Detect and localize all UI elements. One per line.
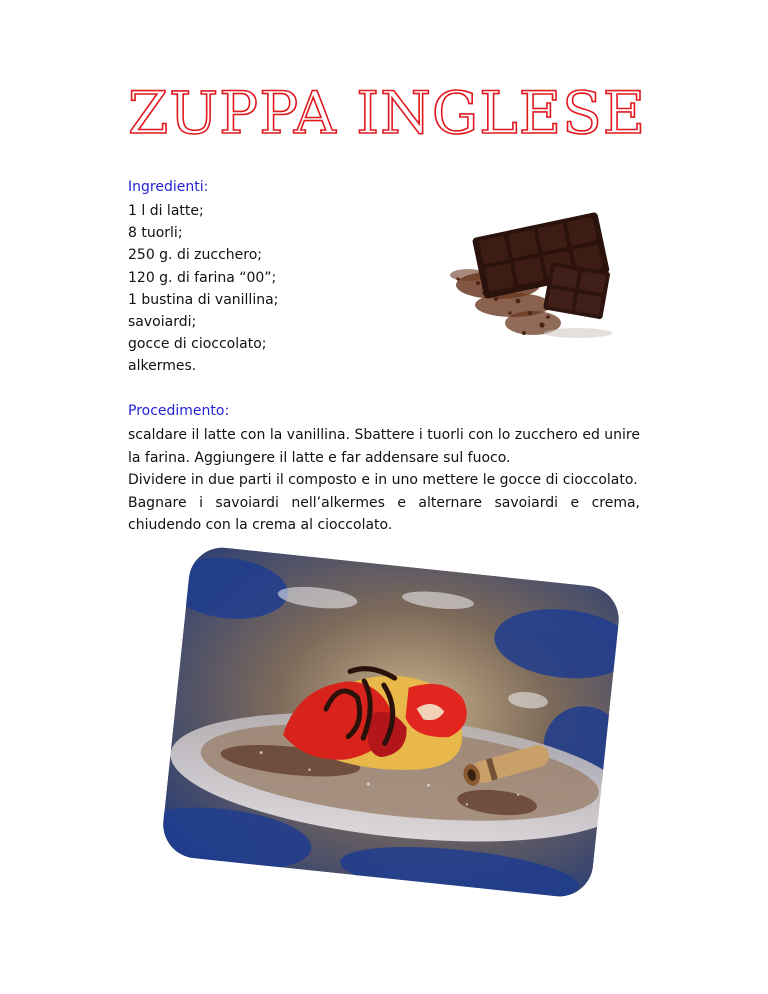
ingredient-item: 120 g. di farina “00”; [128, 269, 277, 286]
dessert-photo [160, 544, 622, 899]
ingredient-item: gocce di cioccolato; [128, 336, 267, 353]
ingredient-item: savoiardi; [128, 314, 197, 331]
ingredients-heading: Ingredienti: [128, 179, 209, 195]
procedure-text [128, 424, 640, 537]
chocolate-illustration [438, 205, 620, 347]
procedure-paragraph: Bagnare i savoiardi nell’alkermes e alternare savoiardi e crema, chiudendo con la crema al cioccolato. [128, 494, 640, 533]
dessert-illustration [160, 544, 622, 899]
ingredients-list [128, 200, 278, 378]
ingredient-item: 250 g. di zucchero; [128, 247, 263, 264]
chocolate-photo [438, 205, 620, 347]
procedure-paragraph: Dividere in due parti il composto e in uno mettere le gocce di cioccolato. [128, 472, 638, 488]
procedure-paragraph: scaldare il latte con la vanillina. Sbattere i tuorli con lo zucchero ed unire la farina. Aggiungere il latte e far addensare sul fuoco. [128, 427, 640, 466]
ingredient-item: alkermes. [128, 358, 197, 375]
ingredient-item: 8 tuorli; [128, 225, 183, 242]
ingredient-item: 1 bustina di vanillina; [128, 291, 279, 308]
ingredient-item: 1 l di latte; [128, 203, 204, 219]
recipe-title: ZUPPA INGLESE [128, 79, 647, 147]
procedure-heading: Procedimento: [128, 403, 230, 419]
